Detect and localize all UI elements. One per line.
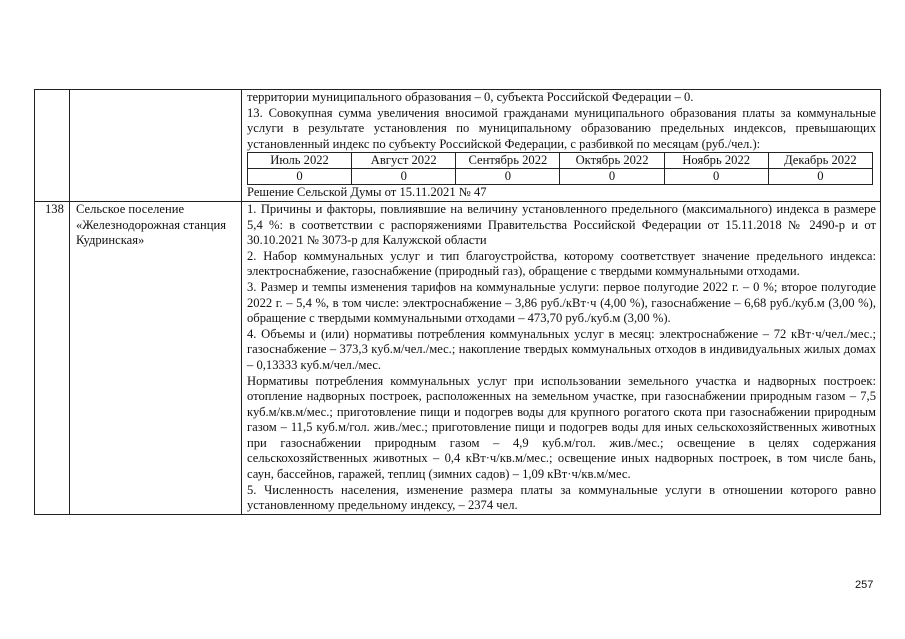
month-header: Сентябрь 2022 xyxy=(456,153,560,169)
month-value: 0 xyxy=(352,169,456,185)
info-cell xyxy=(242,90,881,202)
page-number: 257 xyxy=(855,579,874,591)
paragraph: 13. Совокупная сумма увеличения вносимой гражданами муниципального образования платы за коммунальные услуги в результате установления по муниципальному образованию предельных индексов, превышающих установленный индекс по субъекту Российской Федерации, с разбивкой по месяцам (руб./чел.): xyxy=(247,105,876,151)
paragraph: 4. Объемы и (или) нормативы потребления коммунальных услуг в месяц: электроснабжение – 72 кВт·ч/чел./мес.; газоснабжение – 373,3 куб.м/чел./мес.; накопление твердых коммунальных отходов в индивидуальных жилых домах – 0,13333 куб.м/чел./мес. xyxy=(247,326,876,372)
municipality-name-cell xyxy=(70,90,242,202)
month-header: Ноябрь 2022 xyxy=(664,153,768,169)
table-row xyxy=(35,201,881,514)
month-header: Декабрь 2022 xyxy=(768,153,872,169)
municipality-name-cell xyxy=(70,201,242,514)
monthly-increase-table xyxy=(247,152,873,185)
row-number: 138 xyxy=(45,201,64,216)
document-table xyxy=(34,89,881,515)
month-header: Июль 2022 xyxy=(248,153,352,169)
row-number-cell xyxy=(35,90,70,202)
month-value: 0 xyxy=(560,169,664,185)
municipality-name: Сельское поселение «Железнодорожная станция Кудринская» xyxy=(76,201,227,248)
paragraph: 5. Численность населения, изменение размера платы за коммунальные услуги в отношении которого равно установленному предельному индексу, – 2374 чел. xyxy=(247,482,876,513)
month-value: 0 xyxy=(456,169,560,185)
paragraph: Нормативы потребления коммунальных услуг при использовании земельного участка и надворных построек: отопление надворных построек, расположенных на земельном участке, при газоснабжении природным газом – 7,5 куб.м/кв.м/мес.; приготовление пищи и подогрев воды для крупного рогатого скота при газоснабжении природным газом – 11,5 куб.м/гол. жив./мес.; приготовление пищи и подогрев воды для иных сельскохозяйственных животных при газоснабжении природным газом – 4,9 куб.м/гол. жив./мес.; освещение в целях содержания сельскохозяйственных животных – 0,4 кВт·ч/кв.м/мес.; освещение иных надворных построек, в том числе бань, саун, бассейнов, гаражей, теплиц (зимних садов) – 1,09 кВт·ч/кв.м/мес. xyxy=(247,373,876,482)
month-value: 0 xyxy=(768,169,872,185)
table-row xyxy=(35,90,881,202)
paragraph: территории муниципального образования – 0, субъекта Российской Федерации – 0. xyxy=(247,90,694,104)
month-header: Октябрь 2022 xyxy=(560,153,664,169)
month-value: 0 xyxy=(248,169,352,185)
months-header-row xyxy=(248,153,873,169)
paragraph: 1. Причины и факторы, повлиявшие на величину установленного предельного (максимального) индекса в размере 5,4 %: в соответствии с распоряжениями Правительства Российской Федерации от 15.11.2018 № 2490-р и от 30.10.2021 № 3073-р для Калужской области xyxy=(247,201,876,248)
row-number-cell xyxy=(35,201,70,514)
months-value-row xyxy=(248,169,873,185)
paragraph: 2. Набор коммунальных услуг и тип благоустройства, которому соответствует значение предельного индекса: электроснабжение, газоснабжение (природный газ), обращение с твердыми коммунальными отходами. xyxy=(247,248,876,279)
month-header: Август 2022 xyxy=(352,153,456,169)
paragraph: 3. Размер и темпы изменения тарифов на коммунальные услуги: первое полугодие 2022 г. – 0 %; второе полугодие 2022 г. – 5,4 %, в том числе: электроснабжение – 3,86 руб./кВт·ч (4,00 %), газоснабжение – 6,68 руб./куб.м (3,00 %), обращение с твердыми коммунальными отходами – 473,70 руб./куб.м (3,00 %). xyxy=(247,279,876,326)
decision-reference: Решение Сельской Думы от 15.11.2021 № 47 xyxy=(247,185,487,200)
month-value: 0 xyxy=(664,169,768,185)
info-cell xyxy=(242,201,881,514)
